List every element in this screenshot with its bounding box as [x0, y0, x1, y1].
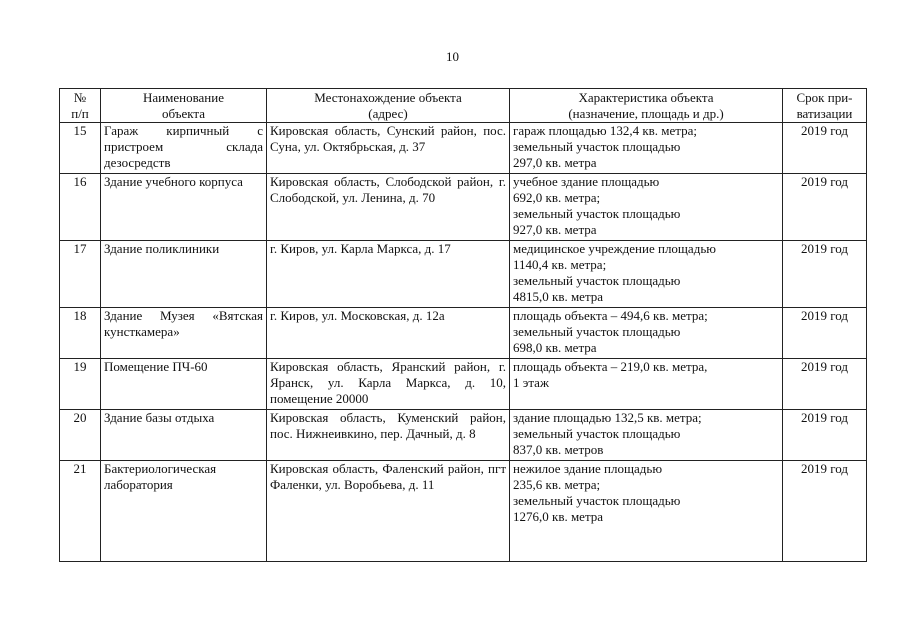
privatization-term: 2019 год — [783, 461, 867, 562]
object-name: Здание учебного корпуса — [101, 174, 267, 241]
row-number: 18 — [60, 308, 101, 359]
object-name: Здание базы отдыха — [101, 410, 267, 461]
table-row — [60, 123, 867, 174]
object-address: г. Киров, ул. Московская, д. 12а — [267, 308, 510, 359]
object-characteristic: площадь объекта – 219,0 кв. метра, 1 этаж — [510, 359, 783, 410]
object-address: г. Киров, ул. Карла Маркса, д. 17 — [267, 241, 510, 308]
object-characteristic: нежилое здание площадью 235,6 кв. метра; земельный участок площадью 1276,0 кв. метра — [510, 461, 783, 562]
object-address: Кировская область, Сунский район, пос. Суна, ул. Октябрьская, д. 37 — [267, 123, 510, 174]
table-row — [60, 308, 867, 359]
table-row — [60, 461, 867, 562]
object-address: Кировская область, Слободской район, г. Слободской, ул. Ленина, д. 70 — [267, 174, 510, 241]
row-number: 15 — [60, 123, 101, 174]
header-name: Наименование объекта — [101, 89, 267, 123]
privatization-term: 2019 год — [783, 359, 867, 410]
header-row — [60, 89, 867, 123]
object-name: Здание Музея «Вятская кунсткамера» — [101, 308, 267, 359]
object-address: Кировская область, Яранский район, г. Яранск, ул. Карла Маркса, д. 10, помещение 20000 — [267, 359, 510, 410]
object-name: Бактериологическая лаборатория — [101, 461, 267, 562]
table-row — [60, 174, 867, 241]
object-name: Здание поликлиники — [101, 241, 267, 308]
privatization-term: 2019 год — [783, 174, 867, 241]
header-num: № п/п — [60, 89, 101, 123]
header-term: Срок при- ватизации — [783, 89, 867, 123]
row-number: 17 — [60, 241, 101, 308]
row-number: 19 — [60, 359, 101, 410]
privatization-term: 2019 год — [783, 410, 867, 461]
page-number: 10 — [446, 49, 459, 64]
table-row — [60, 410, 867, 461]
object-name: Гараж кирпичный с пристроем склада дезосредств — [101, 123, 267, 174]
object-characteristic: площадь объекта – 494,6 кв. метра; земельный участок площадью 698,0 кв. метра — [510, 308, 783, 359]
object-characteristic: учебное здание площадью 692,0 кв. метра; земельный участок площадью 927,0 кв. метра — [510, 174, 783, 241]
row-number: 16 — [60, 174, 101, 241]
header-characteristic: Характеристика объекта (назначение, площадь и др.) — [510, 89, 783, 123]
privatization-term: 2019 год — [783, 308, 867, 359]
table-row — [60, 241, 867, 308]
privatization-term: 2019 год — [783, 241, 867, 308]
header-address: Местонахождение объекта (адрес) — [267, 89, 510, 123]
row-number: 21 — [60, 461, 101, 562]
table-row — [60, 359, 867, 410]
object-characteristic: гараж площадью 132,4 кв. метра; земельный участок площадью 297,0 кв. метра — [510, 123, 783, 174]
object-characteristic: медицинское учреждение площадью 1140,4 кв. метра; земельный участок площадью 4815,0 кв. метра — [510, 241, 783, 308]
object-address: Кировская область, Фаленский район, пгт Фаленки, ул. Воробьева, д. 11 — [267, 461, 510, 562]
row-number: 20 — [60, 410, 101, 461]
object-name: Помещение ПЧ-60 — [101, 359, 267, 410]
privatization-term: 2019 год — [783, 123, 867, 174]
object-address: Кировская область, Куменский район, пос. Нижнеивкино, пер. Дачный, д. 8 — [267, 410, 510, 461]
object-characteristic: здание площадью 132,5 кв. метра; земельный участок площадью 837,0 кв. метров — [510, 410, 783, 461]
privatization-table — [59, 88, 867, 562]
